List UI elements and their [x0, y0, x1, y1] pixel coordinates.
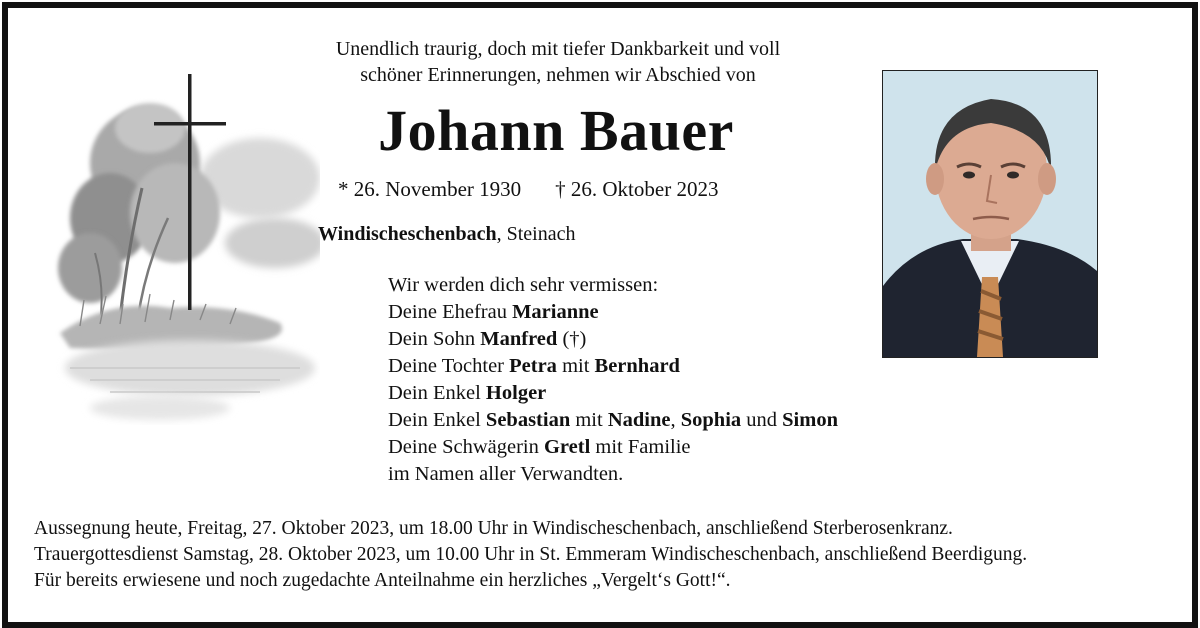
mourner-name: Gretl	[543, 436, 591, 458]
mourner-line	[388, 434, 838, 461]
mourner-connector: mit	[556, 355, 595, 377]
mourner-connector: ,	[670, 409, 681, 431]
mourner-name: Nadine	[607, 409, 671, 431]
mourner-name: Petra	[509, 355, 557, 377]
blessing-info: Aussegnung heute, Freitag, 27. Oktober 2023, um 18.00 Uhr in Windischeschenbach, anschließend Sterberosenkranz.	[34, 518, 953, 539]
intro-text	[308, 36, 808, 88]
mourner-relation: Deine Tochter	[388, 355, 510, 377]
mourner-connector: und	[741, 409, 783, 431]
residence-secondary: , Steinach	[496, 223, 576, 245]
mourner-line	[388, 353, 838, 380]
mourner-name: Manfred	[480, 328, 558, 350]
mourner-relation: Dein Sohn	[388, 328, 481, 350]
deceased-name: Johann Bauer	[378, 98, 734, 163]
mourner-line	[388, 461, 838, 488]
mourner-name: Sebastian	[485, 409, 571, 431]
mourners-heading: Wir werden dich sehr vermissen:	[388, 274, 659, 296]
mourner-line	[388, 326, 838, 353]
mourner-name: Sophia	[680, 409, 742, 431]
portrait-photo	[882, 70, 1098, 358]
mourner-closing: im Namen aller Verwandten.	[388, 463, 624, 485]
mourner-note: mit Familie	[590, 436, 691, 458]
mourner-relation: Dein Enkel	[388, 382, 486, 404]
residence-primary: Windischeschenbach	[318, 223, 497, 245]
residence	[318, 221, 575, 247]
thanks-note: Für bereits erwiesene und noch zugedachte Anteilnahme ein herzliches „Vergelt‘s Gott!“.	[34, 570, 731, 591]
mourner-line	[388, 407, 838, 434]
landscape-cross-illustration	[50, 68, 320, 428]
death-date: † 26. Oktober 2023	[555, 177, 719, 201]
mourner-relation: Deine Ehefrau	[388, 301, 513, 323]
intro-line: schöner Erinnerungen, nehmen wir Abschied von	[360, 64, 756, 86]
mourner-relation: Deine Schwägerin	[388, 436, 544, 458]
mourner-line	[388, 380, 838, 407]
intro-line: Unendlich traurig, doch mit tiefer Dankbarkeit und voll	[335, 38, 781, 60]
mourner-relation: Dein Enkel	[388, 409, 486, 431]
mourner-note: (†)	[557, 328, 587, 350]
mourner-name: Marianne	[512, 301, 599, 323]
mourner-name: Simon	[782, 409, 838, 431]
mourners-list	[388, 272, 838, 488]
birth-date: * 26. November 1930	[338, 177, 522, 201]
funeral-service-info: Trauergottesdienst Samstag, 28. Oktober 2023, um 10.00 Uhr in St. Emmeram Windischeschenbach, anschließend Beerdigung.	[34, 544, 1028, 565]
mourner-line	[388, 299, 838, 326]
obituary-notice	[2, 2, 1198, 628]
mourner-name: Holger	[485, 382, 547, 404]
mourner-name: Bernhard	[594, 355, 680, 377]
life-dates	[338, 176, 718, 202]
service-details	[34, 516, 1027, 594]
mourner-connector: mit	[570, 409, 608, 431]
